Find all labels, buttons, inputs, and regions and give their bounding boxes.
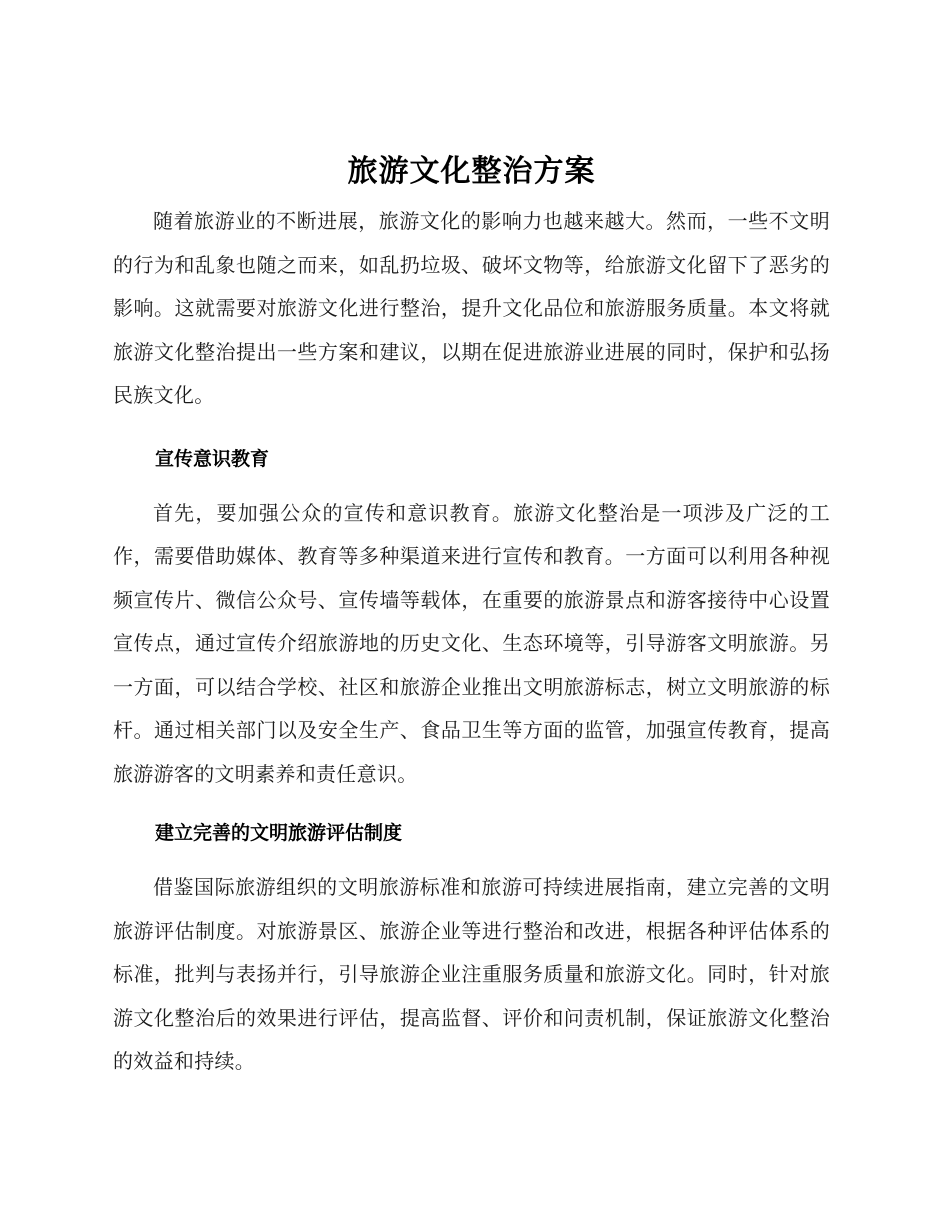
- section-heading-publicity: 宣传意识教育: [155, 447, 270, 470]
- intro-paragraph: 随着旅游业的不断进展，旅游文化的影响力也越来越大。然而，一些不文明的行为和乱象也随之而来，如乱扔垃圾、破坏文物等，给旅游文化留下了恶劣的影响。这就需要对旅游文化进行整治，提升文化品位和旅游服务质量。本文将就旅游文化整治提出一些方案和建议，以期在促进旅游业进展的同时，保护和弘扬民族文化。: [113, 209, 830, 407]
- section-heading-evaluation: 建立完善的文明旅游评估制度: [155, 822, 403, 844]
- document-page: [113, 150, 830, 1084]
- section-body-publicity: 首先，要加强公众的宣传和意识教育。旅游文化整治是一项涉及广泛的工作，需要借助媒体、教育等多种渠道来进行宣传和教育。一方面可以利用各种视频宣传片、微信公众号、宣传墙等载体，在重要的旅游景点和游客接待中心设置宣传点，通过宣传介绍旅游地的历史文化、生态环境等，引导游客文明旅游。另一方面，可以结合学校、社区和旅游企业推出文明旅游标志，树立文明旅游的标杆。通过相关部门以及安全生产、食品卫生等方面的监管，加强宣传教育，提高旅游游客的文明素养和责任意识。: [113, 500, 830, 786]
- document-title: 旅游文化整治方案: [347, 154, 596, 189]
- section-body-evaluation: 借鉴国际旅游组织的文明旅游标准和旅游可持续进展指南，建立完善的文明旅游评估制度。对旅游景区、旅游企业等进行整治和改进，根据各种评估体系的标准，批判与表扬并行，引导旅游企业注重服务质量和旅游文化。同时，针对旅游文化整治后的效果进行评估，提高监督、评价和问责机制，保证旅游文化整治的效益和持续。: [113, 875, 830, 1073]
